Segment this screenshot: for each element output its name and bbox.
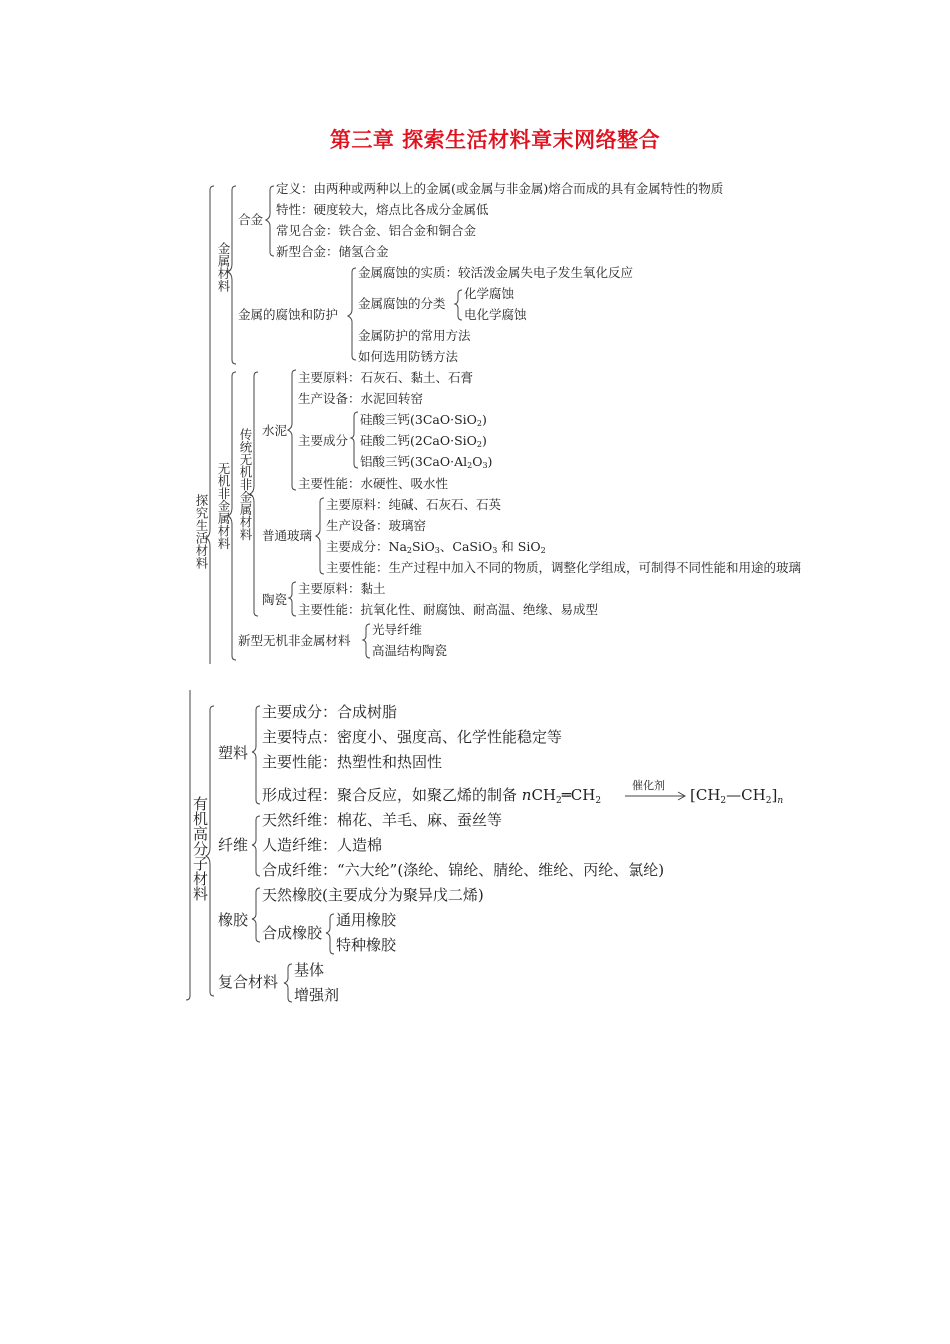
- alloy-common: 常见合金：铁合金、铝合金和铜合金: [276, 223, 477, 238]
- new-inorganic-a: 光导纤维: [372, 622, 423, 637]
- corrosion-essence: 金属腐蚀的实质：较活泼金属失电子发生氧化反应: [358, 265, 634, 280]
- cement-label: 水泥: [262, 423, 288, 438]
- cement-raw: 主要原料：石灰石、黏土、石膏: [298, 370, 474, 385]
- cement-equipment: 生产设备：水泥回转窑: [298, 391, 424, 406]
- new-inorganic-b: 高温结构陶瓷: [372, 643, 448, 658]
- rubber-special: 特种橡胶: [336, 936, 397, 954]
- root-label: 探究生活材料: [194, 494, 209, 569]
- cement-perf: 主要性能：水硬性、吸水性: [298, 476, 449, 491]
- plastic-feature: 主要特点：密度小、强度高、化学性能稳定等: [262, 728, 563, 746]
- ceramic-perf: 主要性能：抗氧化性、耐腐蚀、耐高温、绝缘、易成型: [298, 602, 599, 617]
- ceramic-label: 陶瓷: [262, 592, 288, 607]
- rubber-label: 橡胶: [218, 911, 249, 929]
- composite-matrix: 基体: [294, 961, 325, 979]
- plastic-comp: 主要成分：合成树脂: [262, 703, 398, 721]
- corrosion-label: 金属的腐蚀和防护: [238, 307, 339, 322]
- plastic-process: 形成过程：聚合反应，如聚乙烯的制备 $nCH_2═CH_2$: [262, 786, 602, 806]
- corrosion-choose: 如何选用防锈方法: [358, 349, 459, 364]
- catalyst-label: 催化剂: [632, 779, 665, 792]
- ceramic-raw: 主要原料：黏土: [298, 581, 386, 596]
- rubber-general: 通用橡胶: [336, 911, 397, 929]
- corrosion-electro: 电化学腐蚀: [464, 307, 527, 322]
- corrosion-protect: 金属防护的常用方法: [358, 328, 471, 343]
- cement-comp-3: 铝酸三钙$(3CaO\cdot Al_2O_3)$: [360, 454, 493, 470]
- glass-comp: 主要成分：$Na_2SiO_3$、CaSiO$_3$ 和 SiO$_2$: [326, 539, 546, 555]
- organic-label: 有机高分子材料: [191, 796, 209, 901]
- alloy-label: 合金: [238, 212, 264, 227]
- metal-label: 金属材料: [216, 242, 231, 292]
- plastic-label: 塑料: [218, 744, 249, 762]
- rubber-natural: 天然橡胶(主要成分为聚异戊二烯): [262, 886, 484, 904]
- rubber-synthetic: 合成橡胶: [262, 924, 323, 942]
- cement-comp-label: 主要成分: [298, 433, 349, 448]
- fiber-synthetic: 合成纤维：“六大纶”(涤纶、锦纶、腈纶、维纶、丙纶、氯纶): [262, 861, 665, 879]
- alloy-new: 新型合金：储氢合金: [276, 244, 389, 259]
- corrosion-chemical: 化学腐蚀: [464, 286, 515, 301]
- plastic-perf: 主要性能：热塑性和热固性: [262, 753, 443, 771]
- glass-raw: 主要原料：纯碱、石灰石、石英: [326, 497, 502, 512]
- new-inorganic-label: 新型无机非金属材料: [238, 633, 351, 648]
- fiber-label: 纤维: [218, 836, 249, 854]
- polyethylene: $[CH_2—CH_2]_n$: [690, 786, 784, 806]
- composite-label: 复合材料: [218, 973, 279, 991]
- glass-perf: 主要性能：生产过程中加入不同的物质，调整化学组成，可制得不同性能和用途的玻璃: [326, 560, 802, 575]
- cement-comp-1: 硅酸三钙(3CaO·SiO$_2$): [360, 412, 487, 428]
- alloy-definition: 定义：由两种或两种以上的金属(或金属与非金属)熔合而成的具有金属特性的物质: [276, 181, 724, 196]
- inorganic-label: 无机非金属材料: [216, 462, 231, 550]
- alloy-property: 特性：硬度较大，熔点比各成分金属低: [276, 202, 489, 217]
- composite-reinforce: 增强剂: [294, 986, 340, 1004]
- cement-comp-2: 硅酸二钙(2CaO·SiO$_2$): [360, 433, 487, 449]
- page-title: 第三章 探索生活材料章末网络整合: [329, 128, 661, 152]
- glass-label: 普通玻璃: [262, 528, 313, 543]
- traditional-label: 传统无机非金属材料: [238, 428, 253, 541]
- glass-equipment: 生产设备：玻璃窑: [326, 518, 427, 533]
- corrosion-classify: 金属腐蚀的分类: [358, 296, 446, 311]
- fiber-natural: 天然纤维：棉花、羊毛、麻、蚕丝等: [262, 811, 503, 829]
- fiber-artificial: 人造纤维：人造棉: [262, 836, 383, 854]
